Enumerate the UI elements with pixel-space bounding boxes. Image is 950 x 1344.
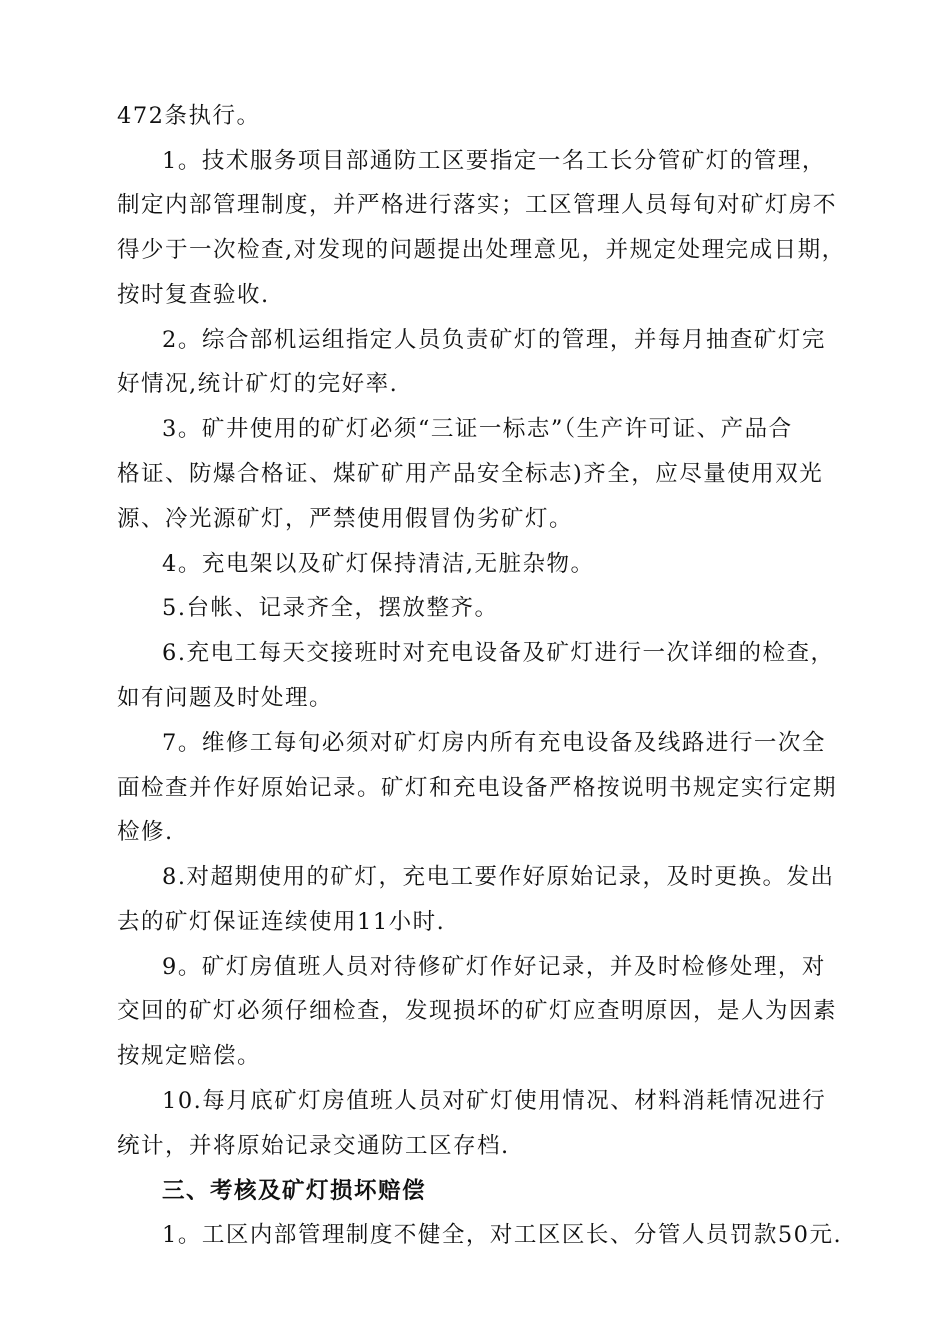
text-line: 好情况,统计矿灯的完好率. (117, 371, 399, 397)
text-line: 面检查并作好原始记录。矿灯和充电设备严格按说明书规定实行定期 (117, 775, 838, 801)
paragraph-2-start: 2。综合部机运组指定人员负责矿灯的管理，并每月抽查矿灯完 (162, 327, 826, 353)
text-line: 按时复查验收. (117, 282, 270, 308)
text-line: 统计，并将原始记录交通防工区存档. (117, 1133, 510, 1159)
text-line: 格证、防爆合格证、煤矿矿用产品安全标志)齐全，应尽量使用双光 (117, 461, 824, 487)
section-heading: 三、考核及矿灯损坏赔偿 (162, 1178, 427, 1204)
paragraph-10-start: 10.每月底矿灯房值班人员对矿灯使用情况、材料消耗情况进行 (162, 1088, 827, 1114)
text-line: 如有问题及时处理。 (117, 685, 334, 711)
text-line: 交回的矿灯必须仔细检查，发现损坏的矿灯应查明原因，是人为因素 (117, 998, 838, 1024)
paragraph-9-start: 9。矿灯房值班人员对待修矿灯作好记录，并及时检修处理，对 (162, 954, 826, 980)
text-line: 按规定赔偿。 (117, 1043, 262, 1069)
text-line: 制定内部管理制度，并严格进行落实；工区管理人员每旬对矿灯房不 (117, 192, 838, 218)
text-line: 472条执行。 (117, 103, 261, 129)
paragraph-6-start: 6.充电工每天交接班时对充电设备及矿灯进行一次详细的检查， (162, 640, 835, 666)
paragraph-7-start: 7。维修工每旬必须对矿灯房内所有充电设备及线路进行一次全 (162, 730, 826, 756)
text-line: 去的矿灯保证连续使用11小时. (117, 909, 446, 935)
paragraph-8-start: 8.对超期使用的矿灯，充电工要作好原始记录，及时更换。发出 (162, 864, 835, 890)
paragraph-3-start: 3。矿井使用的矿灯必须“三证一标志”（生产许可证、产品合 (162, 416, 793, 442)
paragraph-1-start: 1。技术服务项目部通防工区要指定一名工长分管矿灯的管理， (162, 148, 826, 174)
text-line: 源、冷光源矿灯，严禁使用假冒伪劣矿灯。 (117, 506, 574, 532)
text-line: 检修. (117, 819, 174, 845)
text-line: 得少于一次检查,对发现的问题提出处理意见，并规定处理完成日期， (117, 237, 846, 263)
paragraph-5: 5.台帐、记录齐全，摆放整齐。 (162, 595, 499, 621)
paragraph-4: 4。充电架以及矿灯保持清洁,无脏杂物。 (162, 551, 595, 577)
section-item-1: 1。工区内部管理制度不健全，对工区区长、分管人员罚款50元. (162, 1222, 843, 1248)
